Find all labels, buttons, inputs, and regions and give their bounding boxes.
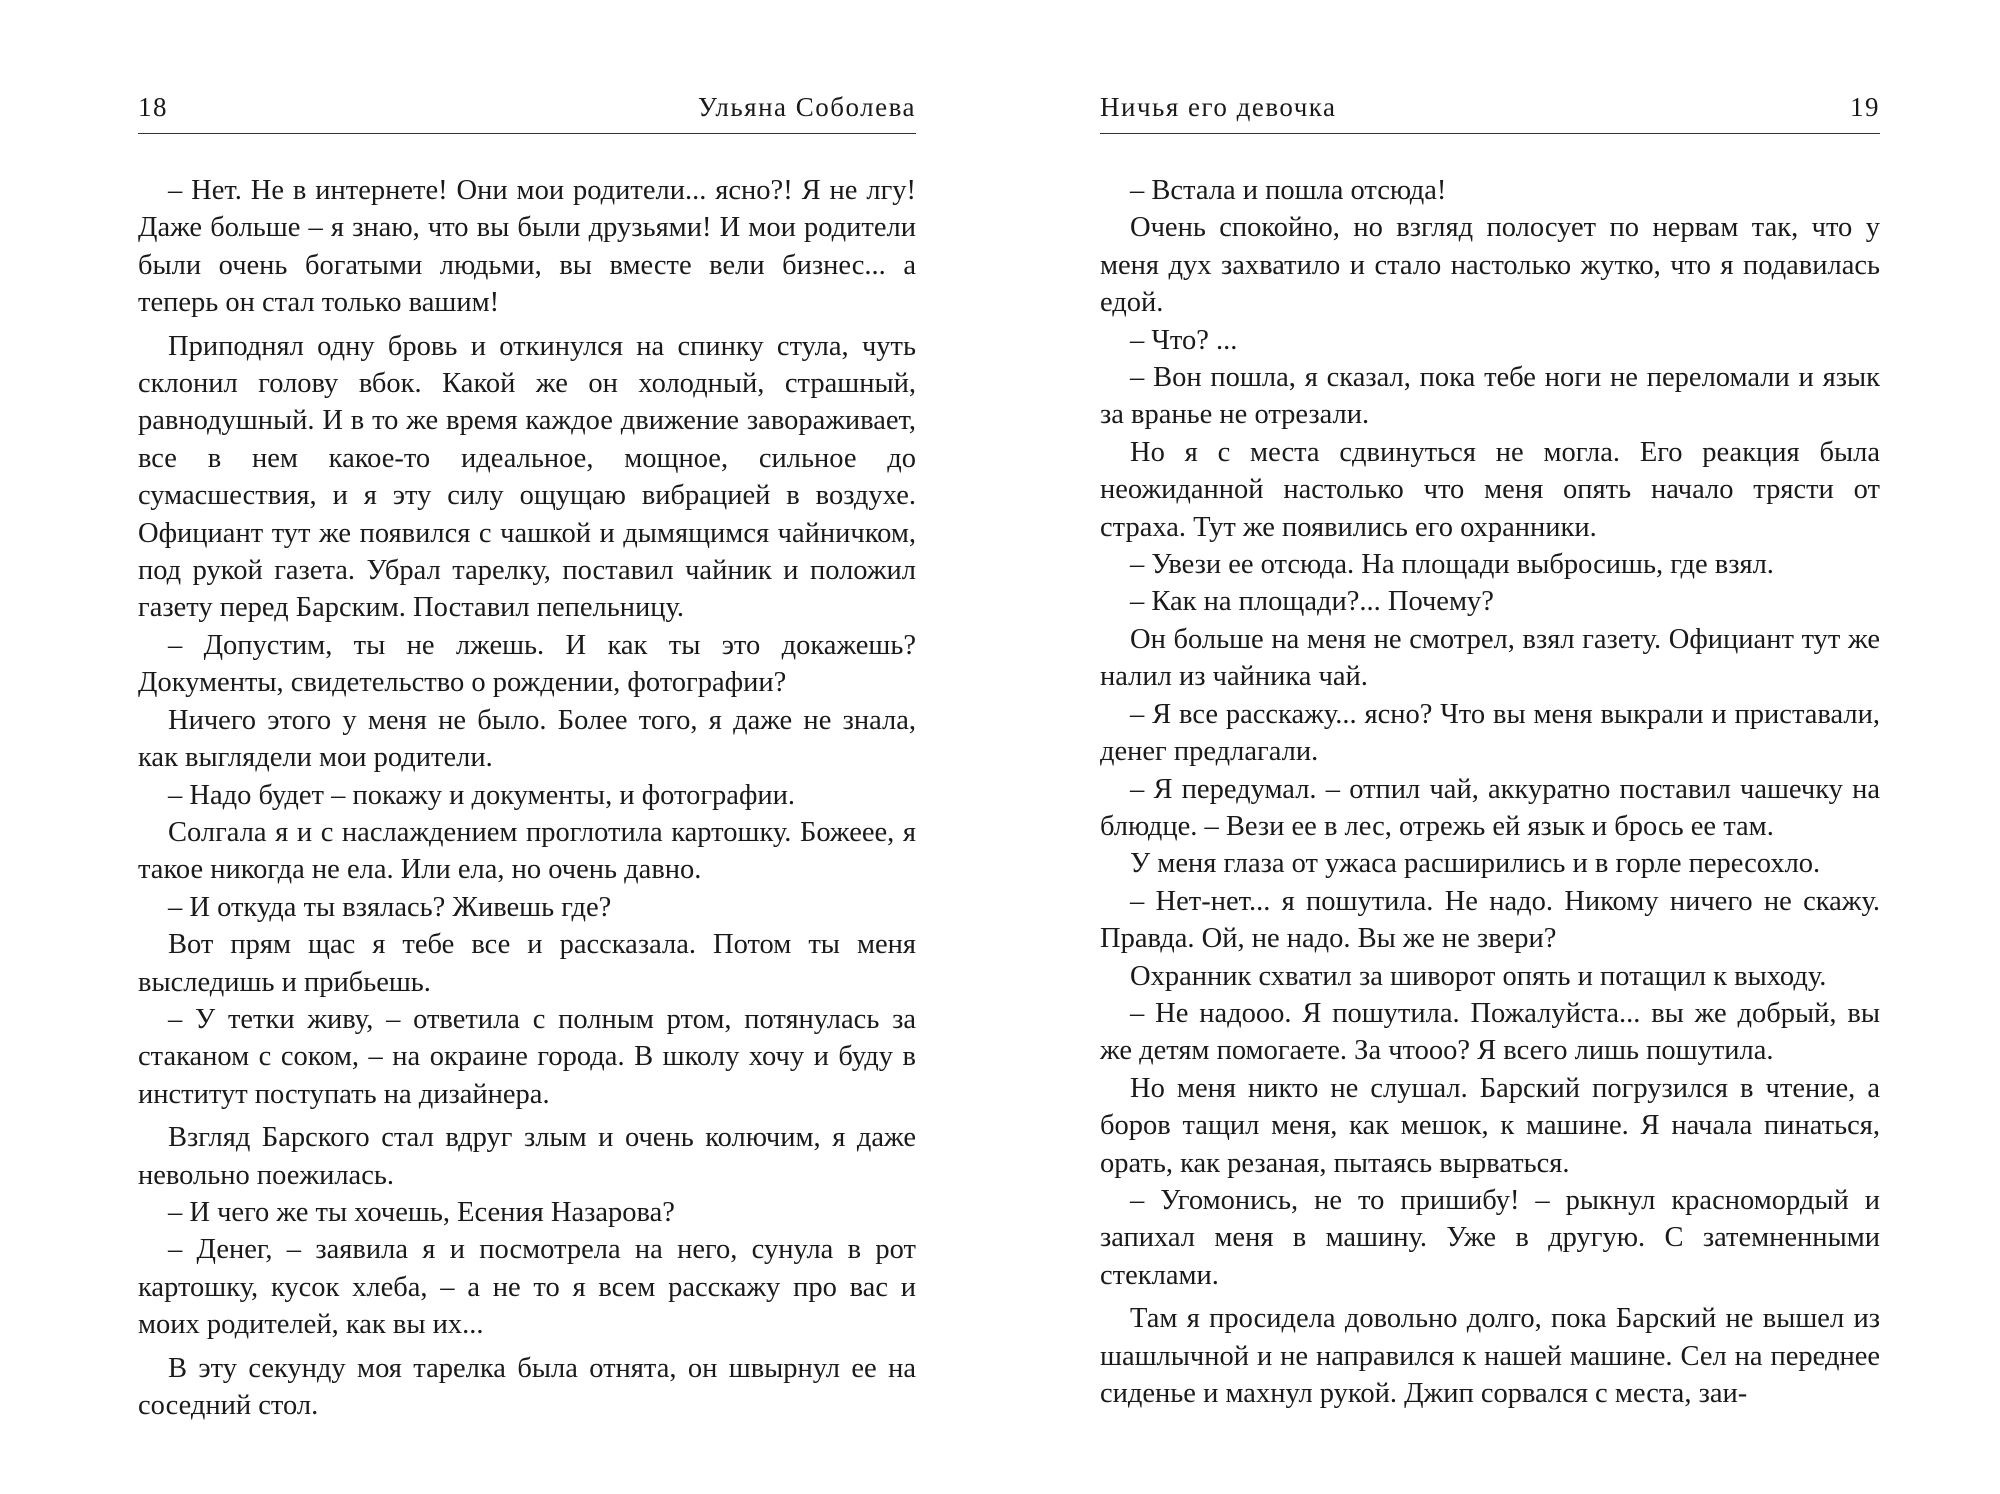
paragraph: – И откуда ты взялась? Живешь где? <box>168 891 612 923</box>
paragraph: – Что? ... <box>1130 324 1238 356</box>
paragraph: В эту секунду моя тарелка была отнята, он швырнул ее на соседний стол. <box>138 1352 916 1421</box>
paragraph: – Вон пошла, я сказал, пока тебе ноги не переломали и язык за вранье не отрезали. <box>1100 362 1880 431</box>
paragraph: Ничего этого у меня не было. Более того, я даже не знала, как выглядели мои родители. <box>138 704 916 774</box>
paragraph: Там я просидела довольно долго, пока Барский не вышел из шашлычной и не направился к нашей машине. Сел на переднее сиденье и махнул рукой. Джип сорвался с места, заи- <box>1100 1303 1880 1409</box>
paragraph: – У тетки живу, – ответила с полным ртом, потянулась за стаканом с соком, – на окраине города. В школу хочу и буду в институт поступать на дизайнера. <box>138 1003 916 1110</box>
right-running-title: Ничья его девочка <box>1100 92 1337 122</box>
left-header-rule <box>138 133 916 134</box>
right-header-rule <box>1100 133 1880 134</box>
right-running-head <box>1100 92 1880 132</box>
left-page-number: 18 <box>138 92 168 122</box>
paragraph: – Я все расскажу... ясно? Что вы меня выкрали и приставали, денег предлагали. <box>1100 698 1880 768</box>
paragraph: Он больше на меня не смотрел, взял газету. Официант тут же налил из чайника чай. <box>1100 623 1880 693</box>
paragraph: Взгляд Барского стал вдруг злым и очень колючим, я даже невольно поежилась. <box>138 1122 916 1191</box>
paragraph: – Надо будет – покажу и документы, и фотографии. <box>168 779 796 811</box>
paragraph: Но я с места сдвинуться не могла. Его реакция была неожиданной настолько что меня опять начало трясти от страха. Тут же появились его охранники. <box>1100 436 1880 543</box>
right-page-number: 19 <box>1850 92 1880 122</box>
paragraph: – Нет-нет... я пошутила. Не надо. Никому ничего не скажу. Правда. Ой, не надо. Вы же не звери? <box>1100 885 1880 955</box>
left-running-head <box>138 92 916 132</box>
paragraph: Но меня никто не слушал. Барский погрузился в чтение, а боров тащил меня, как мешок, к машине. Я начала пинаться, орать, как резаная, пытаясь вырваться. <box>1100 1072 1880 1179</box>
paragraph: Охранник схватил за шиворот опять и потащил к выходу. <box>1130 960 1827 992</box>
paragraph: – И чего же ты хочешь, Есения Назарова? <box>168 1196 675 1228</box>
paragraph: – Как на площади?... Почему? <box>1130 586 1494 618</box>
paragraph: Очень спокойно, но взгляд полосует по нервам так, что у меня дух захватило и стало настолько жутко, что я подавилась едой. <box>1100 212 1880 319</box>
paragraph: – Не надооо. Я пошутила. Пожалуйста... вы же добрый, вы же детям помогаете. За чтооо? Я всего лишь пошутила. <box>1100 997 1880 1067</box>
right-body-text <box>1100 172 1880 1412</box>
paragraph: – Угомонись, не то пришибу! – рыкнул красномордый и запихал меня в машину. Уже в другую. С затемненными стеклами. <box>1100 1184 1880 1291</box>
paragraph: У меня глаза от ужаса расширились и в горле пересохло. <box>1130 848 1821 880</box>
paragraph: Солгала я и с наслаждением проглотила картошку. Божеее, я такое никогда не ела. Или ела, но очень давно. <box>138 816 916 886</box>
left-running-title: Ульяна Соболева <box>697 92 916 122</box>
right-page <box>1100 0 1880 1494</box>
left-page <box>138 0 916 1494</box>
paragraph: – Я передумал. – отпил чай, аккуратно поставил чашечку на блюдце. – Вези ее в лес, отрежь ей язык и брось ее там. <box>1100 773 1880 842</box>
paragraph: – Нет. Не в интернете! Они мои родители... ясно?! Я не лгу! Даже больше – я знаю, что вы были друзьями! И мои родители были очень богатыми людьми, вы вместе вели бизнес... а теперь он стал только вашим! <box>138 175 916 319</box>
paragraph: Вот прям щас я тебе все и рассказала. Потом ты меня выследишь и прибьешь. <box>138 929 916 998</box>
paragraph: – Денег, – заявила я и посмотрела на него, сунула в рот картошку, кусок хлеба, – а не то я всем расскажу про вас и моих родителей, как вы их... <box>138 1234 916 1341</box>
paragraph: – Встала и пошла отсюда! <box>1130 175 1447 206</box>
paragraph: Приподнял одну бровь и откинулся на спинку стула, чуть склонил голову вбок. Какой же он холодный, страшный, равнодушный. И в то же время каждое движение завораживает, все в нем какое-то идеальное, мощное, сильное до сумасшествия, и я эту силу ощущаю вибрацией в воздухе. Официант тут же появился с чашкой и дымящимся чайничком, под рукой газета. Убрал тарелку, поставил чайник и положил газету перед Барским. Поставил пепельницу. <box>138 330 916 624</box>
left-body-text <box>138 172 916 1424</box>
paragraph: – Увези ее отсюда. На площади выбросишь, где взял. <box>1130 549 1774 581</box>
paragraph: – Допустим, ты не лжешь. И как ты это докажешь? Документы, свидетельство о рождении, фотографии? <box>138 629 916 699</box>
